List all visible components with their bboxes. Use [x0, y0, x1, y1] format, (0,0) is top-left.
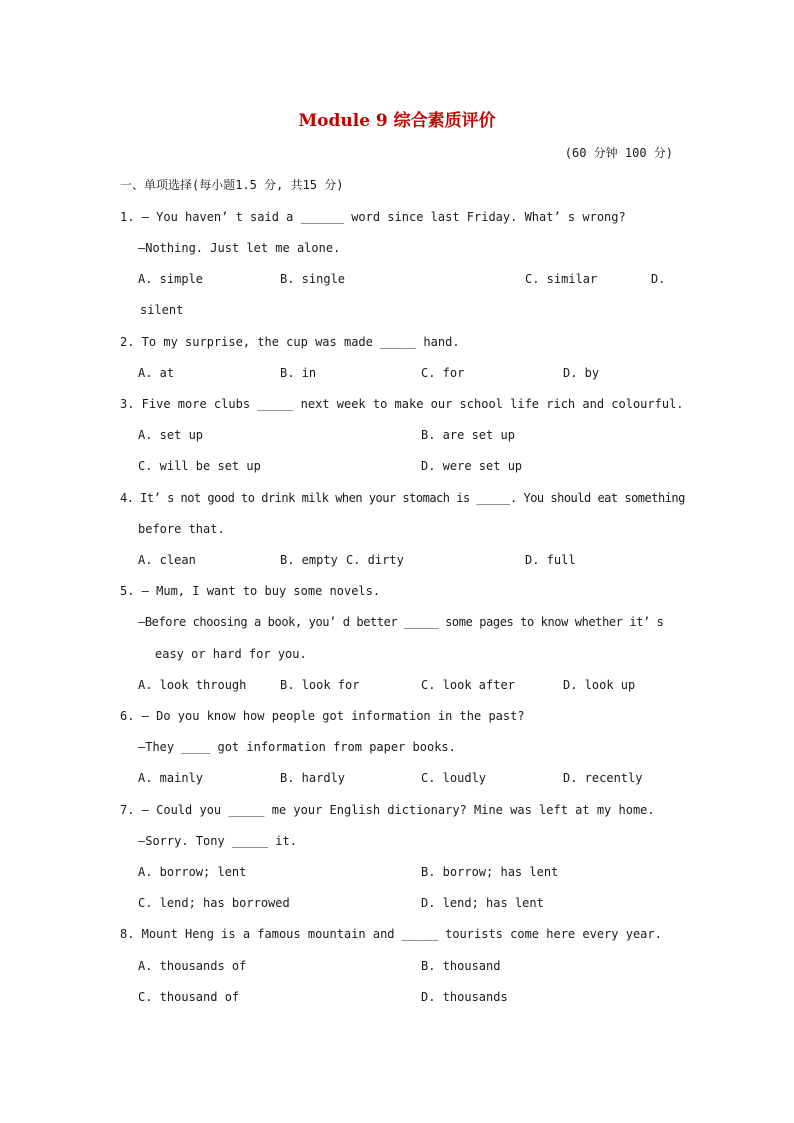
- question-2-option-c: C. for: [421, 366, 465, 380]
- question-7-stem: 7. — Could you _____ me your English dictionary? Mine was left at my home.: [120, 803, 655, 817]
- question-2-option-a: A. at: [138, 366, 175, 380]
- question-1-option-c: C. similar: [525, 272, 598, 286]
- section-heading: 一、单项选择(每小题1.5 分, 共15 分): [120, 178, 344, 192]
- question-7-option-c: C. lend; has borrowed: [138, 896, 290, 910]
- question-6-option-b: B. hardly: [280, 771, 346, 785]
- question-1-option-d: D.: [651, 272, 666, 286]
- question-4-option-b: B. empty: [280, 553, 338, 567]
- question-8-stem: 8. Mount Heng is a famous mountain and _____ tourists come here every year.: [120, 927, 662, 941]
- question-1-reply: —Nothing. Just let me alone.: [138, 241, 341, 255]
- question-7-reply: —Sorry. Tony _____ it.: [138, 834, 297, 848]
- question-4-option-d: D. full: [525, 553, 576, 567]
- question-2-stem: 2. To my surprise, the cup was made _____ hand.: [120, 335, 460, 349]
- question-1-stem: 1. — You haven’ t said a ______ word since last Friday. What’ s wrong?: [120, 210, 626, 224]
- question-6-reply: —They ____ got information from paper books.: [138, 740, 456, 754]
- question-3-option-d: D. were set up: [421, 459, 523, 473]
- page-title: Module 9 综合素质评价: [298, 111, 496, 131]
- question-4-option-c: C. dirty: [346, 553, 404, 567]
- question-8-option-a: A. thousands of: [138, 959, 247, 973]
- question-1-option-a: A. simple: [138, 272, 204, 286]
- question-5-stem: 5. — Mum, I want to buy some novels.: [120, 584, 381, 598]
- question-5-reply-cont: easy or hard for you.: [155, 647, 307, 661]
- question-6-option-a: A. mainly: [138, 771, 204, 785]
- time-info: (60 分钟 100 分): [564, 146, 673, 160]
- question-5-reply: —Before choosing a book, you’ d better _____ some pages to know whether it’ s: [138, 615, 664, 629]
- question-3-option-c: C. will be set up: [138, 459, 261, 473]
- question-5-option-b: B. look for: [280, 678, 360, 692]
- question-7-option-d: D. lend; has lent: [421, 896, 544, 910]
- question-7-option-a: A. borrow; lent: [138, 865, 247, 879]
- question-1-option-b: B. single: [280, 272, 346, 286]
- question-6-option-c: C. loudly: [421, 771, 487, 785]
- question-7-option-b: B. borrow; has lent: [421, 865, 559, 879]
- question-3-option-a: A. set up: [138, 428, 204, 442]
- question-8-option-d: D. thousands: [421, 990, 508, 1004]
- question-8-option-b: B. thousand: [421, 959, 501, 973]
- question-3-stem: 3. Five more clubs _____ next week to make our school life rich and colourful.: [120, 397, 684, 411]
- question-4-stem: 4. It’ s not good to drink milk when your stomach is _____. You should eat something: [120, 491, 685, 505]
- question-5-option-c: C. look after: [421, 678, 515, 692]
- question-4-stem-cont: before that.: [138, 522, 225, 536]
- question-6-stem: 6. — Do you know how people got information in the past?: [120, 709, 525, 723]
- question-3-option-b: B. are set up: [421, 428, 515, 442]
- question-6-option-d: D. recently: [563, 771, 643, 785]
- question-8-option-c: C. thousand of: [138, 990, 240, 1004]
- question-5-option-d: D. look up: [563, 678, 636, 692]
- question-1-option-d-text: silent: [140, 303, 184, 317]
- question-4-option-a: A. clean: [138, 553, 196, 567]
- question-2-option-d: D. by: [563, 366, 600, 380]
- question-5-option-a: A. look through: [138, 678, 247, 692]
- question-2-option-b: B. in: [280, 366, 317, 380]
